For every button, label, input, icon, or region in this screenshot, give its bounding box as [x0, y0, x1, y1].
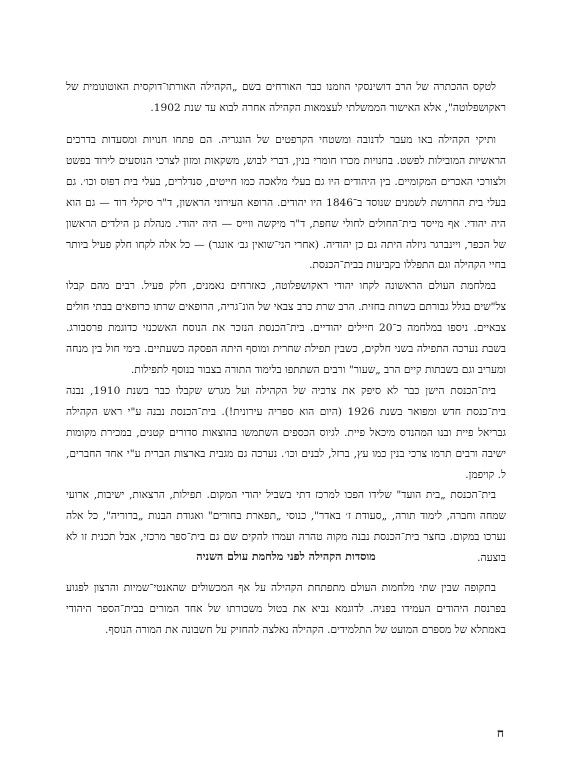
section-paragraph: בתקופה שבין שתי מלחמות העולם מתפתחת הקהילה על אף המכשולים שהאנטי־שמיות והרצון לפגוע בפרנסת היהודים העמידו בפניה. לדוגמא נביא את בטול משכורתו של אחד המורים בבית־הספר היהודי באמתלא של מספרם המועט של התלמידים. הקהילה נאלצה להחזיק על חשבונה את המורה הנוסף. — [66, 582, 506, 636]
intro-text-block — [66, 77, 506, 119]
body-paragraph: במלחמת העולם הראשונה לקחו יהודי ראקושפלוטה, כאזרחים נאמנים, חלק פעיל. רבים מהם קבלו צל"שים בגלל גבורתם בשרות בחזית. הרב שרת כרב צבאי של הונ־גריה, הרופאים שרתו כרופאים בבתי חולים צבאיים. ניספו במלחמה כ־20 חיילים יהודיים. בית־הכנסת הנזכר את הנוסח האשכנזי כדוגמת פרסבורג. בשבת נערכה התפילה בשני חלקים, כשבין תפילת שחרית ומוסף היתה הפסקה כשעתיים. בימי חול בין מנחה ומעריב וגם בשבתות קיים הרב „שעור" ורבים השתתפו בלימוד התורה בצבור בנוסף לתפילות. — [66, 280, 506, 376]
section-heading: מוסדות הקהילה לפני מלחמת עולם השניה — [196, 550, 376, 563]
intro-paragraph: לטקס ההכתרה של הרב דושינסקי הוזמנו כבר האורחים בשם „הקהילה האורתו־דוקסית האוטונומית של ראקושפלוטה", אלא האישור הממשלתי לעצמאות הקהילה אחרה לבוא עד שנת 1902. — [66, 81, 506, 114]
page-number: ח — [496, 726, 504, 740]
body-text-block — [66, 130, 506, 569]
body-paragraph: ותיקי הקהילה באו מעבר לדנובה ומשטחי הקרפטים של הונגריה. הם פתחו חנויות ומסעדות בדרכים הראשיות המובילות לפשט. בחנויות מכרו חומרי בנין, דברי לבוש, משקאות ומזון לצרכי הנוסעים לירוד בפשט ולצורכי האכרים המקומיים. בין היהודים היו גם בעלי מלאכה כמו חייטים, סנדלרים, בעלי בית דפוס וכו׳. גם בעלי בית החרושת לשמנים שנוסד ב־1846 היו יהודים. הרופא העירוני הראשון, ד"ר סיקלי דוד — גם הוא היה יהודי. אף מייסד בית־החולים לחולי שחפת, ד"ר מיקשה ווייס — היה יהודי. מנהלת גן הילדים הראשון של הכפר, ויינברגר גיזלה היתה גם כן יהודיה. (אחרי הני־שואין גב׳ אונגר) — כל אלה לקחו חלק פעיל ביותר בחיי הקהילה וגם התפללו בקביעות בבית־הכנסת. — [66, 134, 506, 272]
body-paragraph: בית־הכנסת הישן כבר לא סיפק את צרכיה של הקהילה ועל מגרש שקבלו כבר בשנת 1910, נבנה בית־כנסת חדש ומפואר בשנת 1926 (היום הוא ספריה עירונית!). בית־הכנסת נבנה ע"י ראש הקהילה גבריאל פיית ובנו המהנדס מיכאל פיית. לגיוס הכספים השתמשו בהוצאות סדורים קטנים, במכירת מקומות ישיבה ורבים תרמו צרכי בנין כמו עץ, ברזל, לבנים וכו׳. נערכה גם מגבית בארצות הברית ע"י אחד החברים, ל. קויפמן. — [66, 384, 507, 481]
section-text-block — [66, 578, 506, 641]
body-paragraph: בית־הכנסת „בית הועד" שלידו הפכו למרכז דתי בשביל יהודי המקום. תפילות, הרצאות, ישיבות, ארועי שמחה וחברה, לימוד תורה, „סעודת ז׳ באדר", כנוסי „תפארת בחורים" ואגודת הבנות „ברוריה", כל אלה נערכו במקום. בחצר בית־הכנסת נבנה מקוה טהרה ועמדו להקים שם גם בית־ספר מרכזי, אבל תכנית זו לא בוצעה. — [66, 489, 506, 565]
